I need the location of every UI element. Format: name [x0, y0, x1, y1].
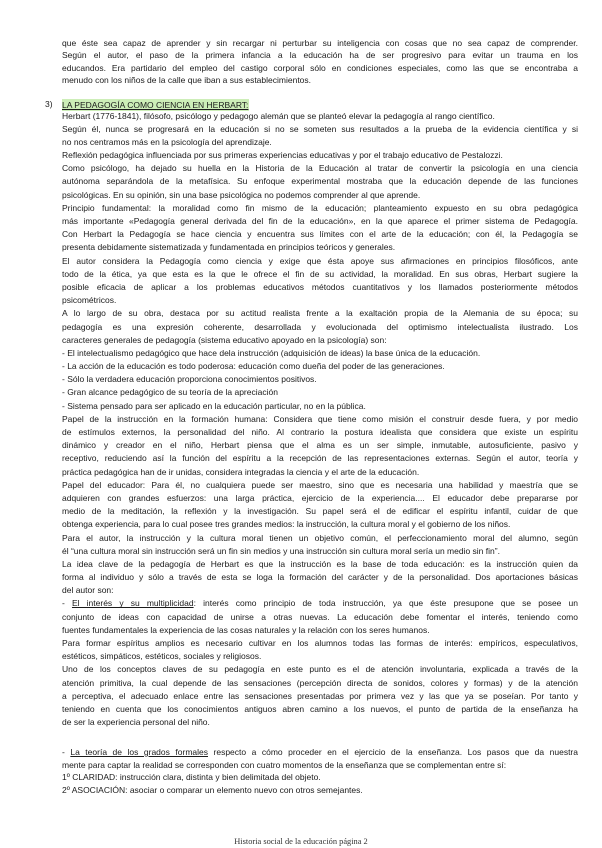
- text-line: A lo largo de su obra, destaca por su actitud realista frente a la exaltación propia de la Alemania de su época; su: [62, 308, 578, 319]
- text-segment: -: [62, 598, 72, 609]
- text-line: a perceptiva, el adecuado enlace entre las sensaciones presentadas por primera vez y las que ya se poseían. Por tanto y: [62, 690, 578, 701]
- paragraph: [62, 202, 578, 255]
- text-line: dinámico y creador en el niño, Herbart piensa que el alma es un ser simple, inmutable, autosuficiente, pasivo y: [62, 440, 578, 451]
- text-line: Reflexión pedagógica influenciada por sus primeras experiencias educativas y por el trabajo educativo de Pestalozzi.: [62, 150, 503, 161]
- paragraph: [62, 746, 578, 771]
- text-line: fuentes fundamentales la experiencia de las cosas naturales y la relación con los seres humanos.: [62, 624, 430, 635]
- text-line: menudo con los niños de la calle que iban a sus establecimientos.: [62, 74, 312, 85]
- text-line: presenta debidamente sistematizada y fundamentada en principios teóricos y generales.: [62, 242, 396, 253]
- text-line: Como psicólogo, ha dejado su huella en la Historia de la Educación al tratar de convertir la psicología en una ciencia: [62, 163, 578, 174]
- text-line: Uno de los conceptos claves de su pedagogía en este punto es el de atención involuntaria, explicada a través de la: [62, 664, 578, 675]
- paragraph: [62, 255, 578, 308]
- section-tail: [62, 746, 578, 797]
- paragraph: [62, 360, 578, 373]
- paragraph: [62, 558, 578, 598]
- paragraph: [62, 110, 578, 123]
- text-line: todo de la ética, ya que esta es la que le ofrece el fin de su actividad, la moralidad. En sus obras, Herbart sugiere la: [62, 268, 578, 279]
- text-line: teniendo en cuenta que los conocimientos antiguos abren camino a los nuevos, el punto de partida de la enseñanza ha: [62, 703, 578, 714]
- text-line: psicológicas. En su opinión, sin una base psicológica no podemos comprender al que aprende.: [62, 189, 421, 200]
- text-line: posible eficacia de aplicar a los problemas educativos métodos cuantitativos y los llamados posteriormente métodos: [62, 281, 578, 292]
- paragraph: [62, 637, 578, 663]
- text-line: del autor son:: [62, 585, 114, 596]
- text-segment: -: [62, 747, 71, 757]
- text-line: de estímulos externos, la personalidad del niño. Al contrario la postura idealista que considera que existe un espíritu: [62, 427, 578, 437]
- section-body: [62, 110, 578, 730]
- text-line: autónoma separándola de la metafísica. Su enfoque experimental mostraba que la educación depende de las funciones: [62, 176, 578, 187]
- text-segment: respecto a cómo proceder en el ejercicio de la enseñanza. Los pasos que da nuestra: [208, 747, 578, 757]
- text-line: 1º CLARIDAD: instrucción clara, distinta y bien delimitada del objeto.: [62, 772, 321, 783]
- section-title: LA PEDAGOGÍA COMO CIENCIA EN HERBART:: [62, 99, 249, 110]
- text-line: atención primitiva, la cual depende de las sensaciones (percepción directa de sonidos, colores y formas) y de la atención: [62, 677, 578, 688]
- text-line: [62, 746, 578, 759]
- paragraph: [62, 162, 578, 202]
- text-line: Papel del educador: Para él, no cualquiera puede ser maestro, sino que es necesaria una habilidad y maestría que se: [62, 479, 578, 490]
- text-line: que éste sea capaz de aprender y sin recargar ni perturbar su inteligencia con cosas que no sea capaz de comprender.: [62, 38, 578, 48]
- text-line: obtenga experiencia, para lo cual posee tres grandes medios: la instrucción, la cultura moral y el gobierno de los niños.: [62, 519, 511, 530]
- text-line: - Sólo la verdadera educación proporciona conocimientos positivos.: [62, 374, 317, 385]
- text-line: receptivo, reduciendo así la función del espíritu a la recepción de las representaciones externas. Según el autor, teoría y: [62, 453, 578, 464]
- text-line: educandos. Era partidario del empleo del castigo corporal sólo en condiciones especiales, como las que se encontraba a: [62, 62, 578, 73]
- underlined-term: La teoría de los grados formales: [70, 747, 208, 757]
- paragraph: [62, 307, 578, 347]
- text-line: más importante «Pedagogía general derivada del fin de la educación», en la que aparece el primer sistema de Pedagogía.: [62, 216, 578, 226]
- paragraph: [62, 479, 578, 532]
- text-line: medio de la meditación, la reflexión y la investigación. Su papel será el de edificar el espíritu infantil, cuidar de que: [62, 506, 578, 517]
- paragraph: [62, 123, 578, 149]
- section-number: 3): [45, 99, 53, 109]
- paragraph: [62, 373, 578, 386]
- text-line: - Sistema pensado para ser aplicado en la educación particular, no en la pública.: [62, 400, 366, 411]
- text-line: práctica pedagógica han de ir unidas, considera integradas la ciencia y el arte de la educación.: [62, 466, 420, 477]
- paragraph: [62, 37, 578, 86]
- text-line: adquieren con grandes esfuerzos: una larga práctica, ejercicio de la experiencia.... El educador debe prepararse por: [62, 492, 578, 503]
- text-line: Herbart (1776-1841), filósofo, psicólogo y pedagogo alemán que se planteó elevar la pedagogía al rango científico.: [62, 110, 495, 121]
- text-line: Según él, nunca se progresará en la educación si no se someten sus resultados a la prueba de la evidencia científica y si: [62, 123, 578, 134]
- text-line: [62, 597, 578, 610]
- intro-text-block: [62, 37, 578, 86]
- paragraph: [62, 532, 578, 558]
- text-line: Para el autor, la instrucción y la cultura moral tienen un objetivo común, el perfeccionamiento moral del alumno, según: [62, 532, 578, 543]
- text-line: - El intelectualismo pedagógico que hace dela instrucción (adquisición de ideas) la base única de la educación.: [62, 347, 481, 358]
- text-line: Según el autor, el paso de la primera infancia a la educación ha de ser progresivo para evitar un trauma en los: [62, 50, 578, 61]
- text-line: Con Herbart la Pedagogía se hace ciencia y encuentra sus límites con el arte de la educación; con él, la Pedagogía se: [62, 229, 578, 240]
- paragraph: [62, 663, 578, 729]
- text-line: conjunto de ideas con capacidad de unirse a otras nuevas. La educación debe fomentar el interés, teniendo como: [62, 611, 578, 622]
- text-line: caracteres generales de pedagogía (sistema educativo apoyado en la psicología) son:: [62, 334, 387, 345]
- paragraph: [62, 771, 578, 784]
- text-line: 2º ASOCIACIÓN: asociar o comparar un elemento nuevo con otros semejantes.: [62, 785, 363, 796]
- text-line: de ser la experiencia personal del niño.: [62, 717, 210, 728]
- text-line: - Gran alcance pedagógico de su teoría de la apreciación: [62, 387, 278, 398]
- text-line: mente para captar la realidad se corresponden con cuatro momentos de la enseñanza que se complementan entre sí:: [62, 759, 507, 770]
- text-line: no nos centramos más en la psicología del aprendizaje.: [62, 136, 272, 147]
- text-line: El autor considera la Pedagogía como ciencia y exige que ésta apoye sus afirmaciones en principios filosóficos, ante: [62, 255, 578, 266]
- text-line: pedagogía es una expresión coherente, desarrollada y evolucionada del optimismo intelectualista ilustrado. Los: [62, 321, 578, 332]
- text-line: estéticos, simpáticos, estéticos, sociales y religiosos.: [62, 651, 262, 662]
- text-line: Principio fundamental: la moralidad como fin mismo de la educación; planteamiento expuesto en su obra pedagógica: [62, 202, 578, 213]
- paragraph: [62, 149, 578, 162]
- paragraph: [62, 400, 578, 413]
- paragraph: [62, 784, 578, 797]
- text-line: forma al individuo y sólo a través de esta se loga la formación del carácter y de la personalidad. Dos aportaciones básicas: [62, 572, 578, 583]
- page-footer: Historia social de la educación página 2: [234, 837, 368, 846]
- underlined-term: El interés y su multiplicidad: [71, 598, 194, 609]
- text-segment: : interés como principio de toda instrucción, ya que éste presupone que se posee un: [193, 598, 578, 609]
- paragraph: [62, 413, 578, 479]
- paragraph: [62, 347, 578, 360]
- text-line: Papel de la instrucción en la formación humana: Considera que tiene como misión el construir desde fuera, y por medio: [62, 413, 578, 424]
- text-line: psicométricos.: [62, 295, 117, 306]
- paragraph: [62, 386, 578, 399]
- text-line: Para formar espíritus amplios es necesario cultivar en los alumnos todas las formas de interés: empíricos, especulativos,: [62, 638, 578, 648]
- text-line: él “una cultura moral sin instrucción será un fin sin medios y una instrucción sin cultura moral sería un medio sin fin”.: [62, 545, 500, 556]
- text-line: - La acción de la educación es todo poderosa: educación como dueña del poder de las generaciones.: [62, 361, 445, 372]
- text-line: La idea clave de la pedagogía de Herbart es que la instrucción es la base de toda educación: es la instrucción quien da: [62, 558, 578, 569]
- paragraph: [62, 597, 578, 637]
